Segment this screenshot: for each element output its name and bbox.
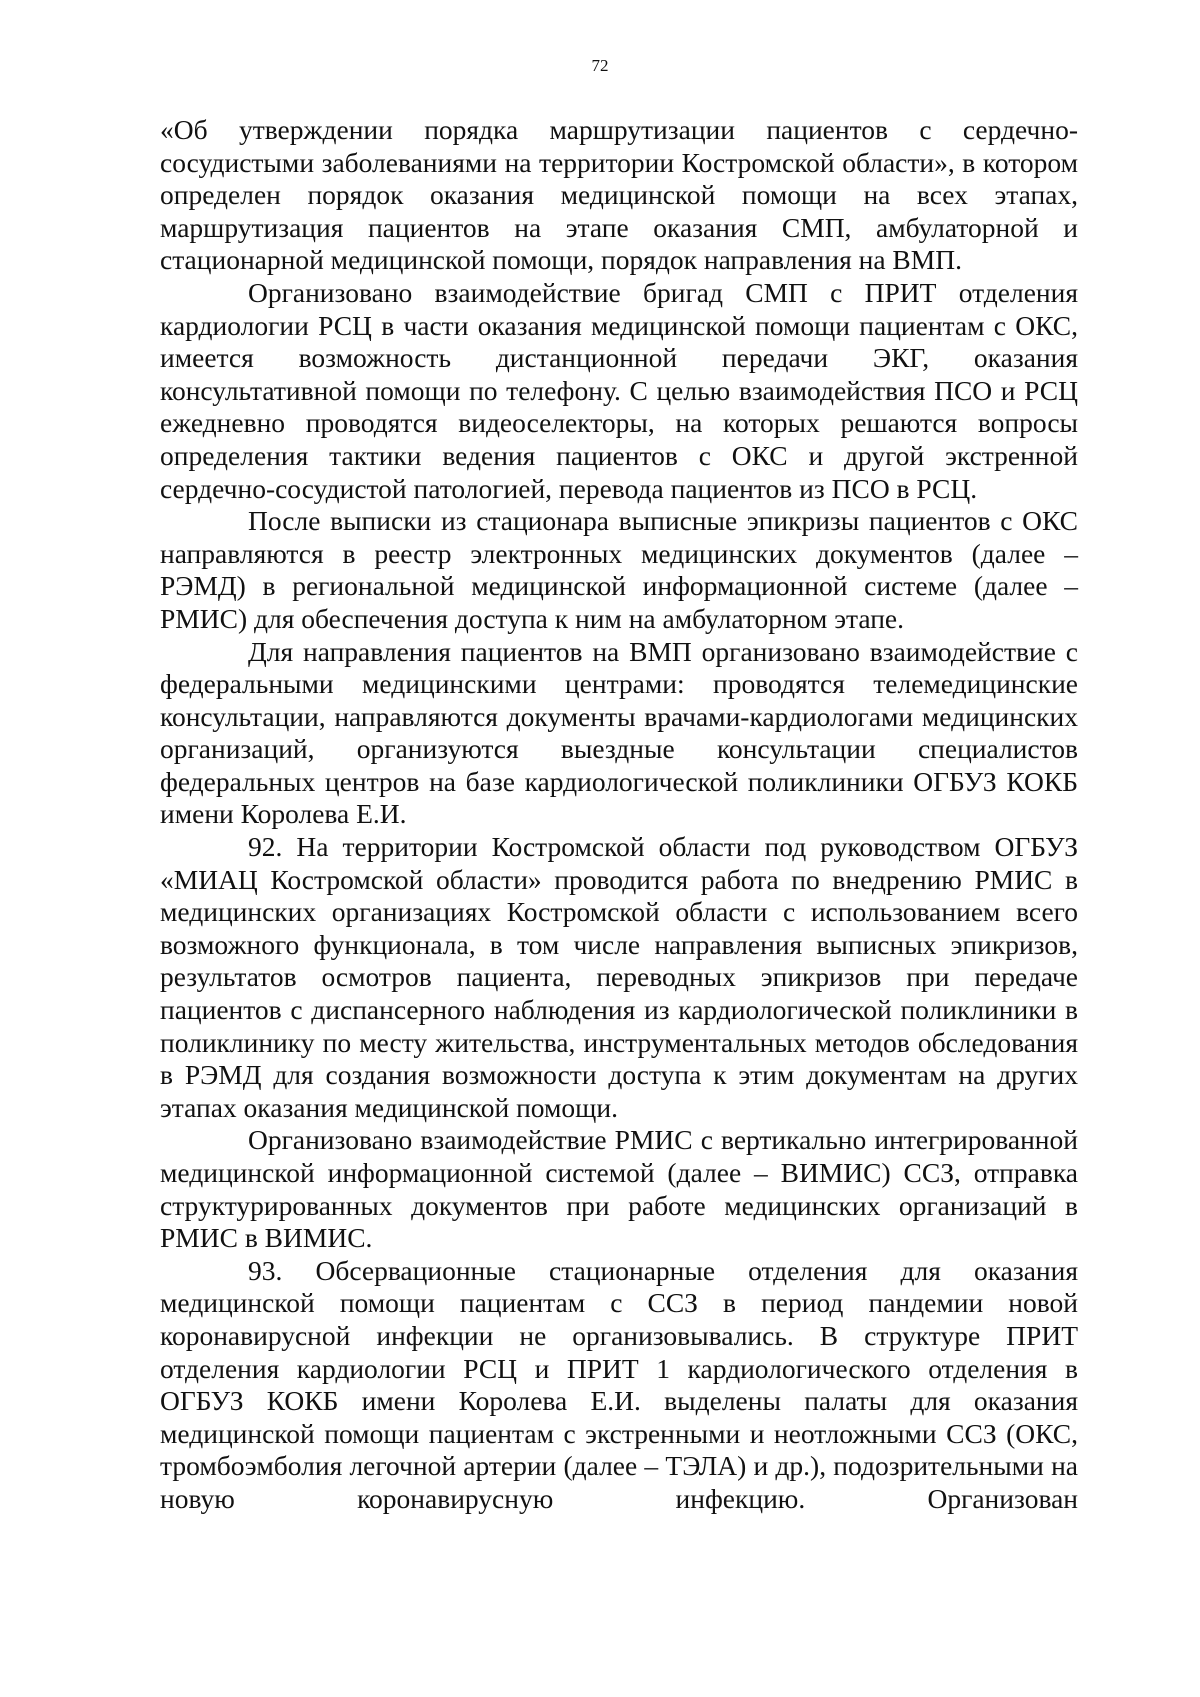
paragraph-continuation: «Об утверждении порядка маршрутизации пациентов с сердечно-сосудистыми заболеваниями на территории Костромской области», в котором определен порядок оказания медицинской помощи на всех этапах, маршрутизация пациентов на этапе оказания СМП, амбулаторной и стационарной медицинской помощи, порядок направления на ВМП.: [160, 114, 1078, 276]
document-body: [160, 114, 1078, 1516]
page-number: 72: [591, 56, 609, 75]
paragraph-discharge: После выписки из стационара выписные эпикризы пациентов с ОКС направляются в реестр электронных медицинских документов (далее – РЭМД) в региональной медицинской информационной системе (далее – РМИС) для обеспечения доступа к ним на амбулаторном этапе.: [160, 505, 1078, 634]
paragraph-smp-interaction: Организовано взаимодействие бригад СМП с ПРИТ отделения кардиологии РСЦ в части оказания медицинской помощи пациентам с ОКС, имеется возможность дистанционной передачи ЭКГ, оказания консультативной помощи по телефону. С целью взаимодействия ПСО и РСЦ ежедневно проводятся видеоселекторы, на которых решаются вопросы определения тактики ведения пациентов с ОКС и другой экстренной сердечно-сосудистой патологией, перевода пациентов из ПСО в РСЦ.: [160, 276, 1078, 504]
paragraph-item-93: 93. Обсервационные стационарные отделения для оказания медицинской помощи пациентам с ССЗ в период пандемии новой коронавирусной инфекции не организовывались. В структуре ПРИТ отделения кардиологии РСЦ и ПРИТ 1 кардиологического отделения в ОГБУЗ КОКБ имени Королева Е.И. выделены палаты для оказания медицинской помощи пациентам с экстренными и неотложными ССЗ (ОКС, тромбоэмболия легочной артерии (далее – ТЭЛА) и др.), подозрительными на новую коронавирусную инфекцию. Организован: [160, 1254, 1078, 1514]
paragraph-item-92: 92. На территории Костромской области под руководством ОГБУЗ «МИАЦ Костромской области» проводится работа по внедрению РМИС в медицинских организациях Костромской области с использованием всего возможного функционала, в том числе направления выписных эпикризов, результатов осмотров пациента, переводных эпикризов при передаче пациентов с диспансерного наблюдения из кардиологической поликлиники в поликлинику по месту жительства, инструментальных методов обследования в РЭМД для создания возможности доступа к этим документам на других этапах оказания медицинской помощи.: [160, 831, 1078, 1123]
paragraph-vimis: Организовано взаимодействие РМИС с вертикально интегрированной медицинской информационной системой (далее – ВИМИС) ССЗ, отправка структурированных документов при работе медицинских организаций в РМИС в ВИМИС.: [160, 1124, 1078, 1254]
paragraph-vmp: Для направления пациентов на ВМП организовано взаимодействие с федеральными медицинскими центрами: проводятся телемедицинские консультации, направляются документы врачами-кардиологами медицинских организаций, организуются выездные консультации специалистов федеральных центров на базе кардиологической поликлиники ОГБУЗ КОКБ имени Королева Е.И.: [160, 635, 1078, 830]
